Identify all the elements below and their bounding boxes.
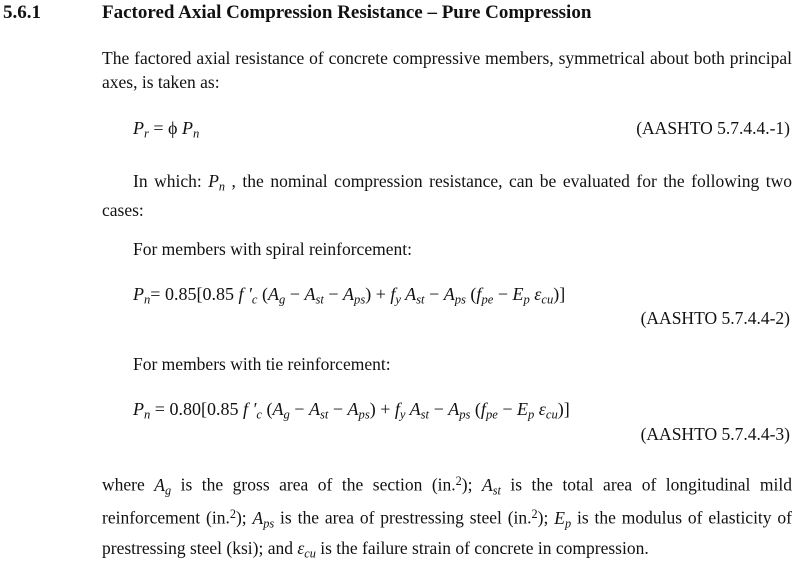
equation-3: $P_n = 0.80[0.85$ f $'_c$ $(A_g - A_{st} - A_{ps}) + f_y$ $A_{st} - A_{ps}$ ($f_{pe} - E_p$ $\varepsilon_{cu}$)] [133, 399, 570, 422]
spiral-heading: For members with spiral reinforcement: [133, 239, 412, 259]
closing-paragraph: where $A_g$ is the gross area of the section (in.$^2$); $A_{st}$ is the total area of longitudinal mild reinforcement (in.$^2$); $A_{ps}$ is the area of prestressing steel (in.$^2$); $E_p$ is the modulus of elasticity of prestressing steel (ksi); and $\varepsilon_{cu}$ is the failure strain of concrete in compression. [102, 474, 793, 561]
tie-heading: For members with tie reinforcement: [133, 354, 391, 374]
equation-2-reference: (AASHTO 5.7.4.4-2) [640, 308, 790, 328]
section-number: 5.6.1 [3, 2, 41, 23]
equation-1-reference: (AASHTO 5.7.4.4.-1) [636, 118, 790, 138]
equation-3-reference: (AASHTO 5.7.4.4-3) [640, 424, 790, 444]
equation-1: $P_r = \phi$ $P_n$ [133, 118, 200, 141]
in-which-paragraph: In which: $P_n$ , the nominal compression resistance, can be evaluated for the following two cases: [102, 171, 792, 221]
equation-2: $P_n= 0.85[0.85$ f $'_c$ $(A_g - A_{st} - A_{ps}) + f_y$ $A_{st} - A_{ps}$ ($f_{pe} - E_p$ $\varepsilon_{cu}$)] [133, 284, 566, 307]
section-title: Factored Axial Compression Resistance – Pure Compression [102, 2, 592, 23]
intro-paragraph: The factored axial resistance of concrete compressive members, symmetrical about both principal axes, is taken as: [102, 48, 792, 92]
